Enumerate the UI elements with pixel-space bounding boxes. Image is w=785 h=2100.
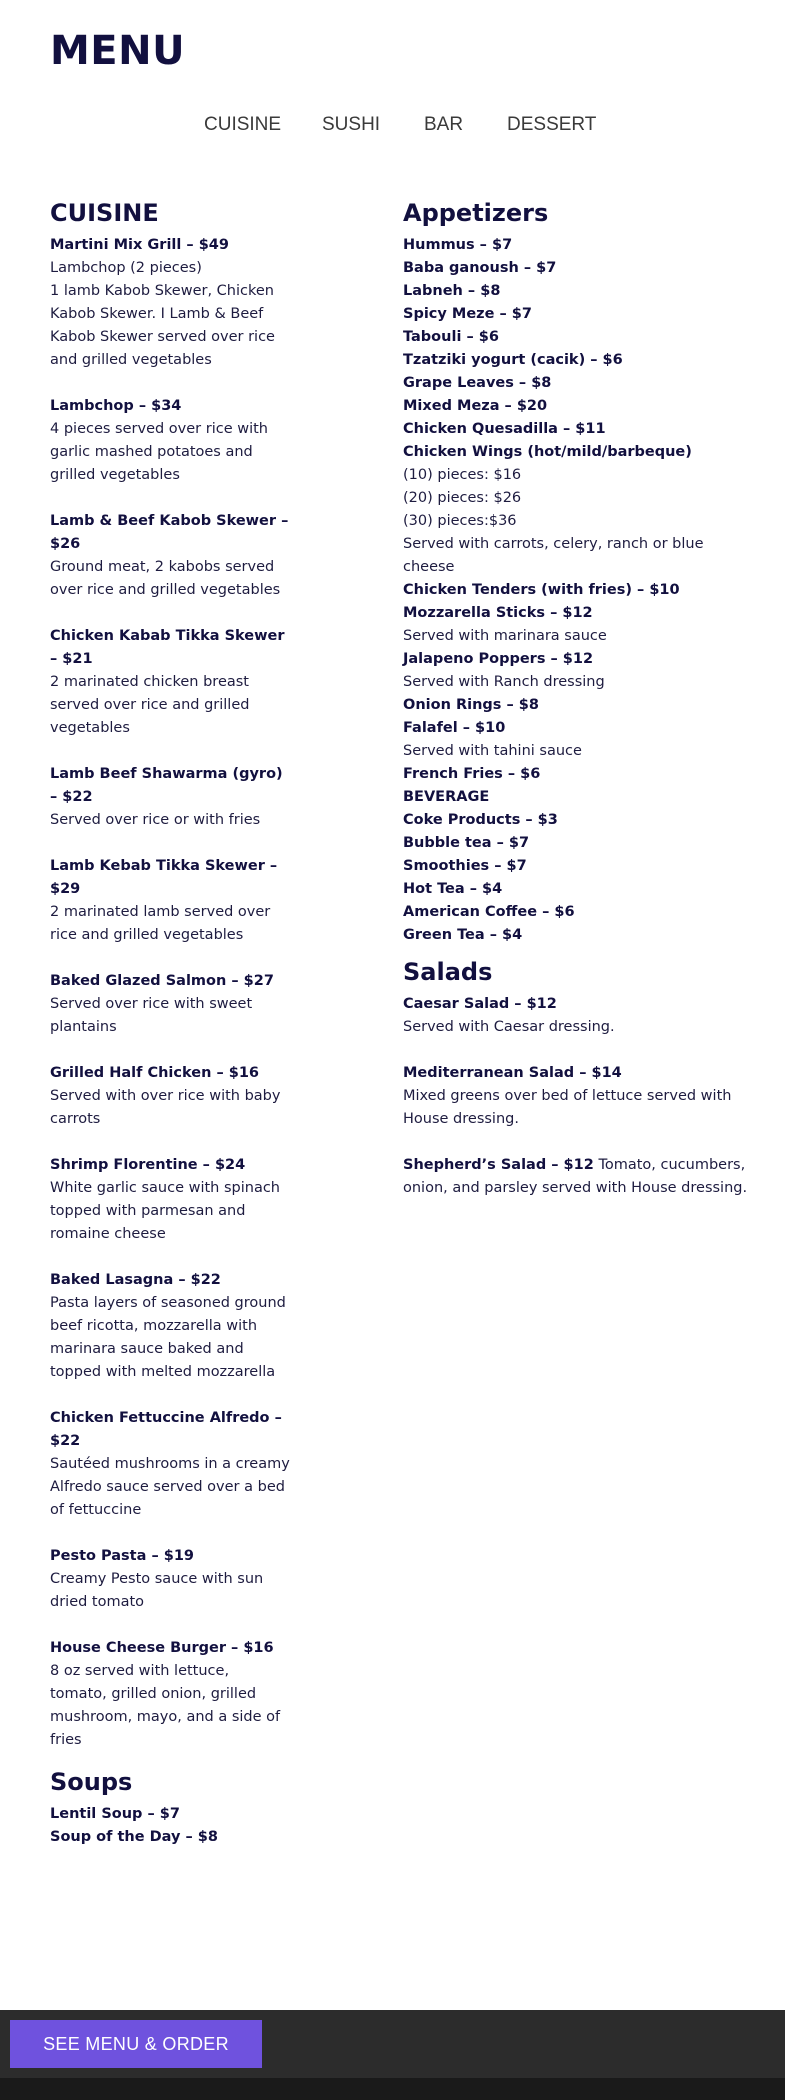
appetizers-column xyxy=(403,196,748,1200)
item-name: Caesar Salad – $12 xyxy=(403,996,557,1012)
item-description: Ground meat, 2 kabobs served over rice and grilled vegetables xyxy=(50,559,281,598)
appetizer-item: Baba ganoush – $7 xyxy=(403,260,557,276)
item-description: 2 marinated chicken breast served over rice and grilled vegetables xyxy=(50,674,250,736)
see-menu-order-button[interactable]: SEE MENU & ORDER xyxy=(10,2020,262,2068)
item-name: Chicken Kabab Tikka Skewer – $21 xyxy=(50,628,285,667)
appetizer-item: Tzatziki yogurt (cacik) – $6 xyxy=(403,352,623,368)
soup-item-list xyxy=(50,1803,290,1849)
shepherds-salad-item xyxy=(403,1154,748,1200)
appetizer-list xyxy=(403,234,748,947)
appetizer-note: (20) pieces: $26 xyxy=(403,490,522,506)
item-description: Served over rice or with fries xyxy=(50,812,261,828)
menu-item xyxy=(50,1154,290,1246)
appetizer-item: Jalapeno Poppers – $12 xyxy=(403,651,594,667)
menu-item xyxy=(50,1062,290,1131)
appetizer-item: Tabouli – $6 xyxy=(403,329,499,345)
appetizer-item: American Coffee – $6 xyxy=(403,904,575,920)
soup-item: Soup of the Day – $8 xyxy=(50,1829,218,1845)
item-name: Pesto Pasta – $19 xyxy=(50,1548,195,1564)
salad-item xyxy=(403,1062,748,1131)
item-name: Baked Lasagna – $22 xyxy=(50,1272,221,1288)
cuisine-item-list xyxy=(50,234,290,1752)
page-title: MENU xyxy=(50,28,186,74)
appetizer-item: Hummus – $7 xyxy=(403,237,513,253)
item-description: White garlic sauce with spinach topped with parmesan and romaine cheese xyxy=(50,1180,280,1242)
menu-item xyxy=(50,763,290,832)
menu-item xyxy=(50,855,290,947)
appetizer-item: Hot Tea – $4 xyxy=(403,881,503,897)
menu-item xyxy=(50,510,290,602)
menu-item xyxy=(50,625,290,740)
item-description: Tomato, cucumbers, onion, and parsley served with House dressing. xyxy=(403,1157,748,1196)
appetizer-note: Served with carrots, celery, ranch or blue cheese xyxy=(403,536,704,575)
appetizer-item: Falafel – $10 xyxy=(403,720,506,736)
appetizer-item: Bubble tea – $7 xyxy=(403,835,530,851)
appetizer-item: Labneh – $8 xyxy=(403,283,501,299)
salad-item xyxy=(403,993,748,1039)
appetizer-item: Smoothies – $7 xyxy=(403,858,527,874)
item-name: Lamb & Beef Kabob Skewer – $26 xyxy=(50,513,289,552)
menu-item xyxy=(50,1407,290,1522)
appetizer-item: Coke Products – $3 xyxy=(403,812,558,828)
menu-item xyxy=(50,1545,290,1614)
item-name: Shepherd’s Salad – $12 xyxy=(403,1157,594,1173)
footer-strip xyxy=(0,2078,785,2100)
item-name: House Cheese Burger – $16 xyxy=(50,1640,274,1656)
item-description: 8 oz served with lettuce, tomato, grilled onion, grilled mushroom, mayo, and a side of fries xyxy=(50,1663,281,1748)
appetizer-item: Spicy Meze – $7 xyxy=(403,306,532,322)
appetizer-item: French Fries – $6 xyxy=(403,766,541,782)
item-name: Baked Glazed Salmon – $27 xyxy=(50,973,274,989)
footer-bar xyxy=(0,2010,785,2078)
item-description: 4 pieces served over rice with garlic mashed potatoes and grilled vegetables xyxy=(50,421,268,483)
item-description: Mixed greens over bed of lettuce served with House dressing. xyxy=(403,1088,732,1127)
salads-section-title: Salads xyxy=(403,958,493,986)
tab-dessert[interactable]: DESSERT xyxy=(507,114,597,135)
appetizer-item: BEVERAGE xyxy=(403,789,490,805)
cuisine-column xyxy=(50,196,290,1849)
tab-sushi[interactable]: SUSHI xyxy=(322,114,381,135)
appetizer-item: Onion Rings – $8 xyxy=(403,697,539,713)
salad-item-list xyxy=(403,993,748,1131)
item-description: Served over rice with sweet plantains xyxy=(50,996,253,1035)
appetizer-note: (30) pieces:$36 xyxy=(403,513,517,529)
item-description: Served with over rice with baby carrots xyxy=(50,1088,281,1127)
appetizer-item: Chicken Wings (hot/mild/barbeque) xyxy=(403,444,692,460)
item-description: Pasta layers of seasoned ground beef ricotta, mozzarella with marinara sauce baked and topped with melted mozzarella xyxy=(50,1295,286,1380)
item-name: Lambchop – $34 xyxy=(50,398,182,414)
menu-tabs xyxy=(0,114,785,144)
menu-item xyxy=(50,234,290,372)
item-name: Mediterranean Salad – $14 xyxy=(403,1065,622,1081)
item-description: Sautéed mushrooms in a creamy Alfredo sauce served over a bed of fettuccine xyxy=(50,1456,290,1518)
item-name: Lamb Beef Shawarma (gyro) – $22 xyxy=(50,766,283,805)
item-name: Martini Mix Grill – $49 xyxy=(50,237,229,253)
item-description: Lambchop (2 pieces) 1 lamb Kabob Skewer, Chicken Kabob Skewer. I Lamb & Beef Kabob Skewer served over rice and grilled vegetables xyxy=(50,260,275,368)
appetizer-note: Served with marinara sauce xyxy=(403,628,607,644)
item-description: Served with Caesar dressing. xyxy=(403,1019,615,1035)
appetizers-section-title: Appetizers xyxy=(403,199,549,227)
appetizer-item: Chicken Quesadilla – $11 xyxy=(403,421,606,437)
item-description: Creamy Pesto sauce with sun dried tomato xyxy=(50,1571,264,1610)
item-name: Shrimp Florentine – $24 xyxy=(50,1157,246,1173)
tab-cuisine[interactable]: CUISINE xyxy=(204,114,282,135)
appetizer-note: Served with tahini sauce xyxy=(403,743,582,759)
appetizer-item: Chicken Tenders (with fries) – $10 xyxy=(403,582,680,598)
item-description: 2 marinated lamb served over rice and grilled vegetables xyxy=(50,904,271,943)
cuisine-section-title: CUISINE xyxy=(50,199,159,227)
menu-item xyxy=(50,970,290,1039)
appetizer-note: (10) pieces: $16 xyxy=(403,467,522,483)
soup-item: Lentil Soup – $7 xyxy=(50,1806,180,1822)
appetizer-item: Green Tea – $4 xyxy=(403,927,523,943)
appetizer-item: Mixed Meza – $20 xyxy=(403,398,548,414)
menu-item xyxy=(50,1637,290,1752)
menu-item xyxy=(50,395,290,487)
appetizer-item: Mozzarella Sticks – $12 xyxy=(403,605,593,621)
menu-item xyxy=(50,1269,290,1384)
appetizer-note: Served with Ranch dressing xyxy=(403,674,605,690)
item-name: Lamb Kebab Tikka Skewer – $29 xyxy=(50,858,278,897)
item-name: Chicken Fettuccine Alfredo – $22 xyxy=(50,1410,282,1449)
soups-section-title: Soups xyxy=(50,1768,133,1796)
item-name: Grilled Half Chicken – $16 xyxy=(50,1065,260,1081)
tab-bar[interactable]: BAR xyxy=(424,114,464,135)
appetizer-item: Grape Leaves – $8 xyxy=(403,375,552,391)
